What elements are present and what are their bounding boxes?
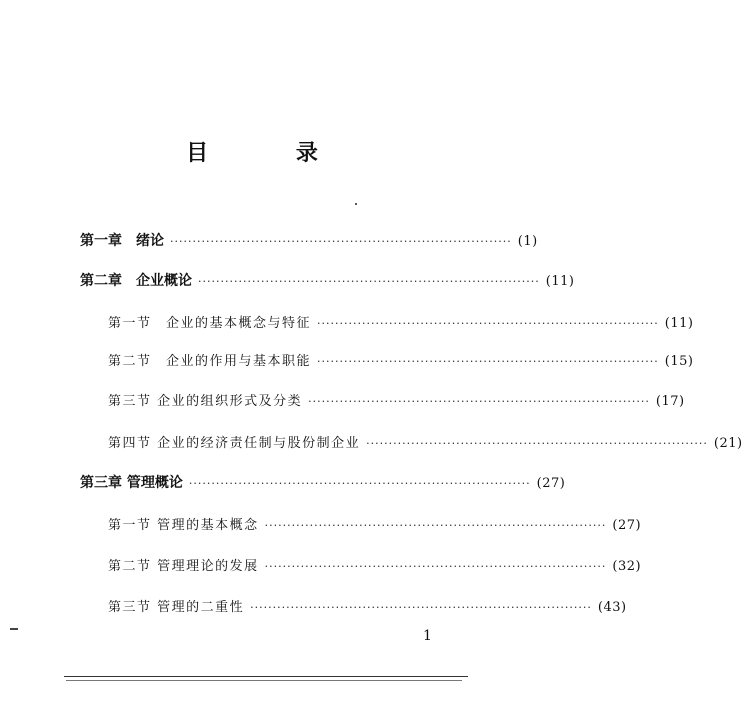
toc-entry-label: 第一章 绪论 bbox=[80, 233, 164, 249]
toc-entry[interactable] bbox=[108, 390, 685, 409]
dot-leader: ············································································ bbox=[264, 519, 607, 532]
toc-entry[interactable] bbox=[80, 230, 538, 250]
toc-entry[interactable] bbox=[108, 350, 694, 369]
toc-entry-page: (11) bbox=[664, 316, 694, 331]
toc-entry-page: (1) bbox=[517, 234, 538, 249]
toc-entry-page: (21) bbox=[713, 436, 743, 451]
toc-entry-label: 第三章 管理概论 bbox=[80, 475, 183, 491]
dot-leader: ············································································ bbox=[317, 317, 659, 330]
toc-entry-label: 第二节 管理理论的发展 bbox=[108, 559, 259, 574]
dot-leader: ············································································ bbox=[198, 275, 540, 288]
toc-entry-page: (17) bbox=[655, 394, 685, 409]
toc-entry-page: (11) bbox=[545, 274, 575, 289]
dot-leader: ············································································ bbox=[308, 395, 650, 408]
toc-entry-page: (27) bbox=[536, 476, 566, 491]
toc-entry-label: 第三节 管理的二重性 bbox=[108, 600, 245, 615]
toc-entry[interactable] bbox=[80, 472, 566, 492]
page-number: 1 bbox=[423, 628, 432, 644]
dot-leader: ············································································ bbox=[250, 601, 592, 614]
toc-entry-page: (32) bbox=[612, 559, 642, 574]
toc-entry-label: 第二章 企业概论 bbox=[80, 273, 192, 289]
toc-entry[interactable] bbox=[108, 312, 694, 331]
toc-entry-label: 第三节 企业的组织形式及分类 bbox=[108, 394, 303, 409]
toc-entry[interactable] bbox=[80, 270, 575, 290]
toc-entry-page: (43) bbox=[597, 600, 627, 615]
toc-entry-label: 第二节 企业的作用与基本职能 bbox=[108, 354, 312, 369]
toc-entry-page: (27) bbox=[612, 518, 642, 533]
scan-mark bbox=[10, 628, 18, 630]
toc-entry[interactable] bbox=[108, 555, 642, 574]
toc-entry-label: 第一节 企业的基本概念与特征 bbox=[108, 316, 312, 331]
toc-entry-label: 第一节 管理的基本概念 bbox=[108, 518, 259, 533]
toc-entry[interactable] bbox=[108, 596, 627, 615]
dot-leader: ············································································ bbox=[264, 560, 607, 573]
page-title: 目 录 bbox=[186, 140, 358, 166]
toc-entry-label: 第四节 企业的经济责任制与股份制企业 bbox=[108, 436, 361, 451]
footer-rule bbox=[64, 676, 468, 677]
dot-leader: ············································································ bbox=[170, 235, 512, 248]
footer-rule bbox=[66, 680, 462, 681]
dot-leader: ············································································ bbox=[366, 437, 708, 450]
toc-entry-page: (15) bbox=[664, 354, 694, 369]
dot-leader: ············································································ bbox=[317, 355, 659, 368]
toc-entry[interactable] bbox=[108, 514, 642, 533]
toc-entry[interactable] bbox=[108, 432, 743, 451]
dot-leader: ············································································ bbox=[188, 477, 531, 490]
